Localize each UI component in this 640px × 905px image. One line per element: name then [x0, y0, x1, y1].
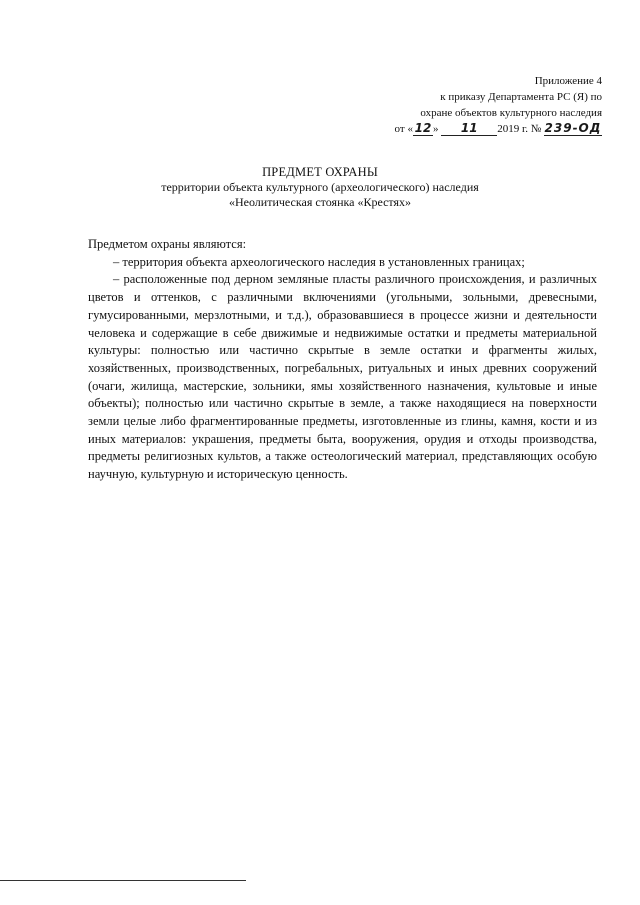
document-heading: ПРЕДМЕТ ОХРАНЫ [262, 165, 378, 179]
handwritten-month: 11 [441, 122, 497, 136]
year-text: 2019 г. № [497, 123, 542, 135]
document-title-block [0, 165, 640, 210]
footnote-rule [0, 880, 246, 881]
list-item: – расположенные под дерном земляные пласты различного происхождения, и различных цветов и оттенков, с различными включениями (угольными, зольными, древесными, гумусированными, мерзлотными, и т.д.), образовавшиеся в процессе жизни и деятельности человека и содержащие в себе движимые и недвижимые остатки и предметы материальной культуры: полностью или частично скрытые в земле остатки и фрагменты жилых, хозяйственных, производственных, погребальных, ритуальных и иных древних сооружений (очаги, жилища, мастерские, зольники, ямы хозяйственного назначения, культовые и иные объекты); полностью или частично скрытые в земле, а также находящиеся на поверхности земли целые либо фрагментированные предметы, изготовленные из глины, камня, кости и из иных материалов: украшения, предметы быта, вооружения, орудия и отходы производства, предметы религиозных культов, а также остеологический материал, представляющих особую научную, культурную и историческую ценность. [88, 272, 597, 482]
appendix-order-ref: к приказу Департамента РС (Я) по [440, 91, 602, 103]
title-subline-2: «Неолитическая стоянка «Крестях» [228, 195, 412, 209]
appendix-header [342, 73, 602, 137]
body-lead: Предметом охраны являются: [88, 237, 247, 251]
handwritten-order-number: 239-ОД [544, 121, 602, 135]
handwritten-day: 12 [414, 121, 432, 135]
appendix-department: охране объектов культурного наследия [420, 107, 602, 119]
list-item: – территория объекта археологического наследия в установленных границах; [113, 254, 525, 269]
date-prefix: от « [394, 123, 413, 135]
date-mid: » [432, 123, 439, 135]
appendix-title: Приложение 4 [534, 75, 602, 87]
title-subline-1: территории объекта культурного (археологического) наследия [161, 180, 479, 194]
document-body [88, 236, 597, 484]
appendix-date-line [342, 121, 602, 137]
